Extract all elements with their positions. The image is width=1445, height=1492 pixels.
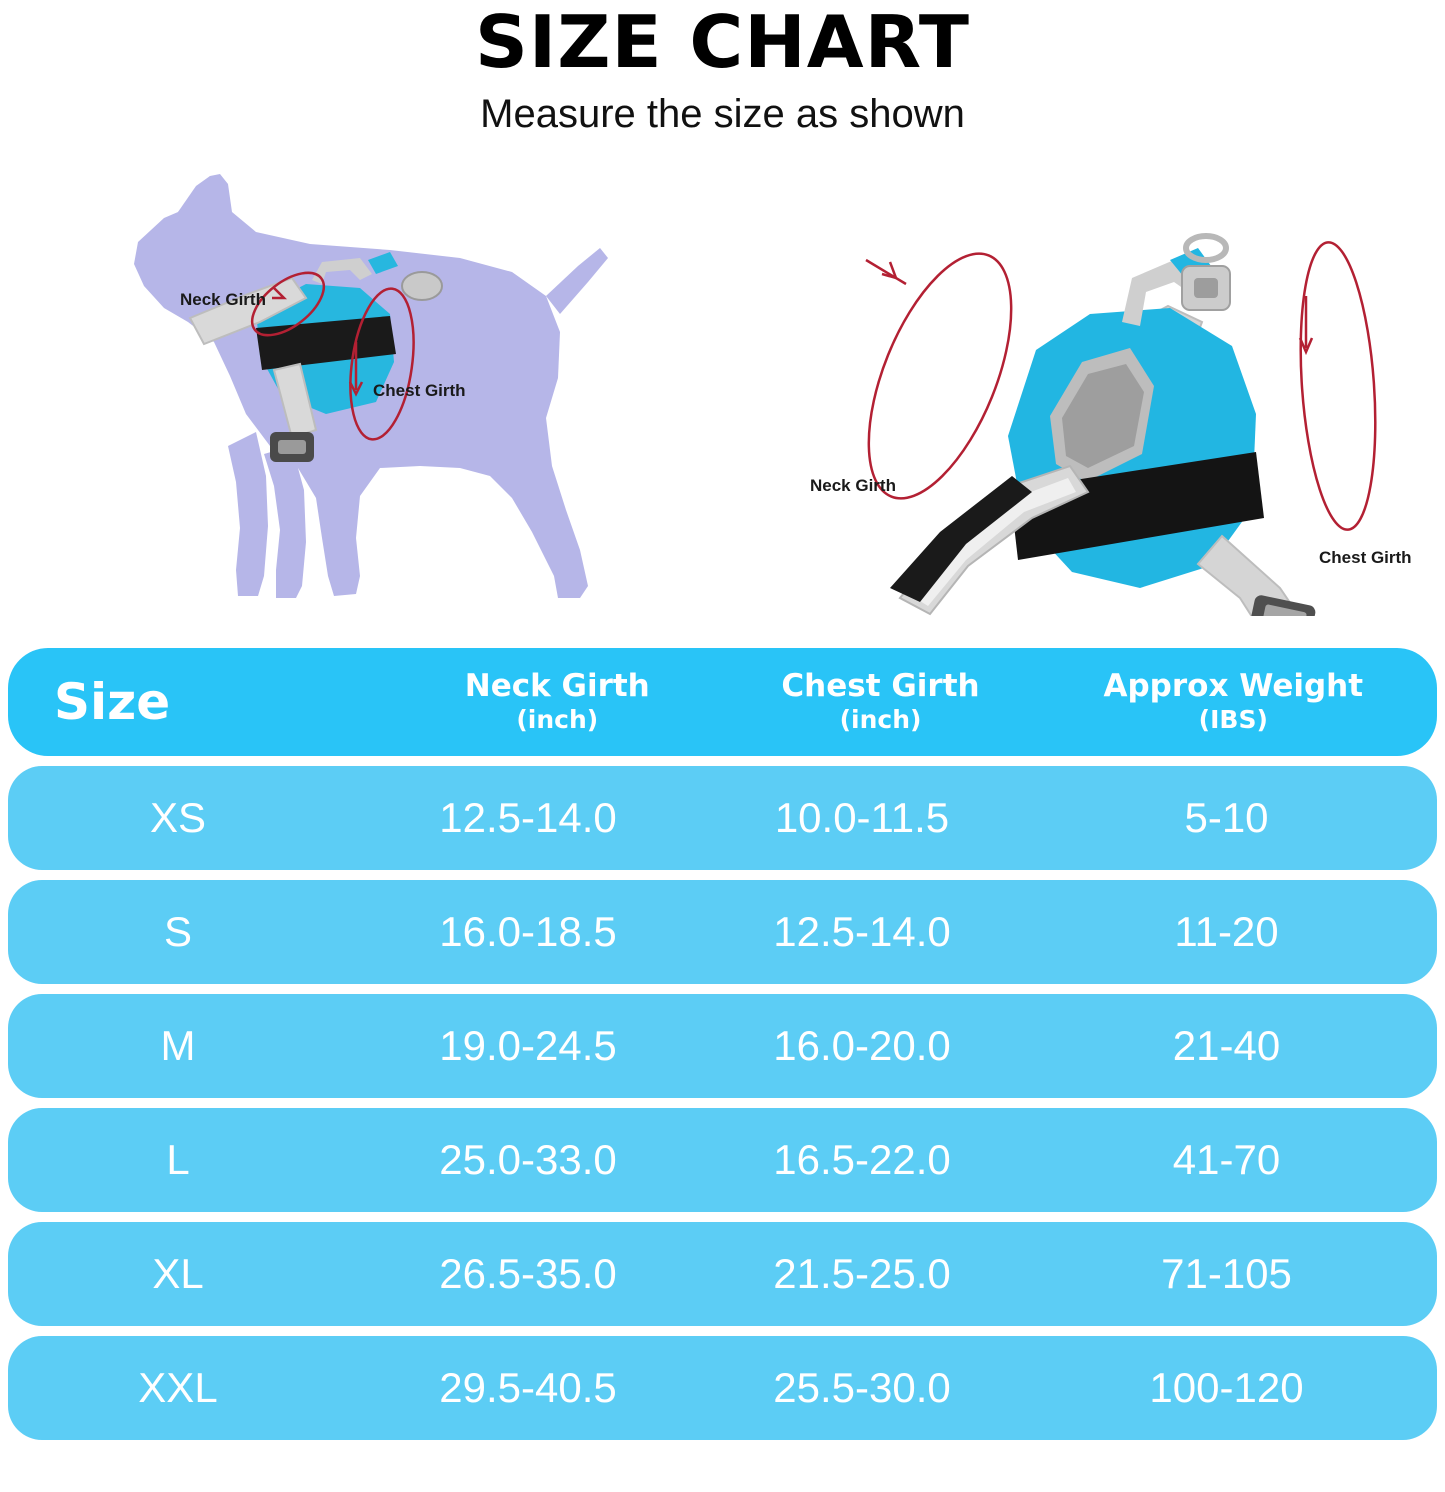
table-row: [8, 994, 1437, 1098]
table-row: [8, 1336, 1437, 1440]
cell-approx-weight: 21-40: [1172, 1022, 1281, 1069]
cell-neck-girth: 16.0-18.5: [439, 908, 617, 955]
cell-size: M: [160, 1022, 196, 1069]
table-row: [8, 766, 1437, 870]
cell-chest-girth: 21.5-25.0: [773, 1250, 951, 1297]
illustration-area: [0, 136, 1445, 636]
column-header-approx-weight-main: Approx Weight: [1103, 668, 1364, 705]
column-header-neck-girth-unit: (inch): [516, 704, 599, 734]
table-row: [8, 880, 1437, 984]
cell-approx-weight: 71-105: [1161, 1250, 1292, 1297]
cell-size: XS: [149, 794, 207, 841]
column-header-neck-girth-main: Neck Girth: [464, 668, 650, 705]
cell-chest-girth: 10.0-11.5: [774, 794, 950, 841]
cell-approx-weight: 100-120: [1149, 1364, 1304, 1411]
cell-size: XXL: [138, 1364, 218, 1411]
cell-chest-girth: 16.5-22.0: [773, 1136, 951, 1183]
cell-approx-weight: 11-20: [1174, 908, 1279, 955]
cell-size: XL: [152, 1250, 204, 1297]
cell-chest-girth: 16.0-20.0: [773, 1022, 951, 1069]
table-header-row: [8, 648, 1437, 756]
cell-approx-weight: 5-10: [1184, 794, 1269, 841]
column-header-approx-weight-unit: (IBS): [1198, 704, 1268, 734]
left-neck-girth-label: Neck Girth: [180, 290, 266, 309]
cell-neck-girth: 12.5-14.0: [439, 794, 617, 841]
table-row: [8, 1108, 1437, 1212]
dog-silhouette-svg: [60, 146, 680, 626]
size-table: [8, 648, 1437, 1450]
page-title: SIZE CHART: [475, 0, 970, 84]
right-chest-girth-label: Chest Girth: [1319, 548, 1412, 567]
page-subtitle: Measure the size as shown: [480, 92, 965, 136]
column-header-approx-weight: [1030, 669, 1437, 735]
left-chest-girth-label: Chest Girth: [373, 381, 466, 400]
dog-silhouette-illustration: [60, 146, 680, 626]
harness-product-svg: [770, 136, 1430, 616]
table-row: [8, 1222, 1437, 1326]
cell-neck-girth: 25.0-33.0: [439, 1136, 617, 1183]
cell-neck-girth: 29.5-40.5: [439, 1364, 617, 1411]
page-header: [0, 0, 1445, 136]
cell-chest-girth: 12.5-14.0: [773, 908, 951, 955]
column-header-neck-girth: [383, 669, 731, 735]
cell-size: S: [163, 908, 192, 955]
cell-chest-girth: 25.5-30.0: [773, 1364, 951, 1411]
cell-neck-girth: 19.0-24.5: [439, 1022, 617, 1069]
cell-neck-girth: 26.5-35.0: [439, 1250, 617, 1297]
column-header-chest-girth-unit: (inch): [839, 704, 922, 734]
column-header-chest-girth: [731, 669, 1029, 735]
harness-product-illustration: [770, 136, 1430, 616]
column-header-chest-girth-main: Chest Girth: [781, 668, 980, 705]
cell-size: L: [166, 1136, 190, 1183]
column-header-size: Size: [54, 673, 171, 731]
right-neck-girth-label: Neck Girth: [810, 476, 896, 495]
cell-approx-weight: 41-70: [1172, 1136, 1281, 1183]
